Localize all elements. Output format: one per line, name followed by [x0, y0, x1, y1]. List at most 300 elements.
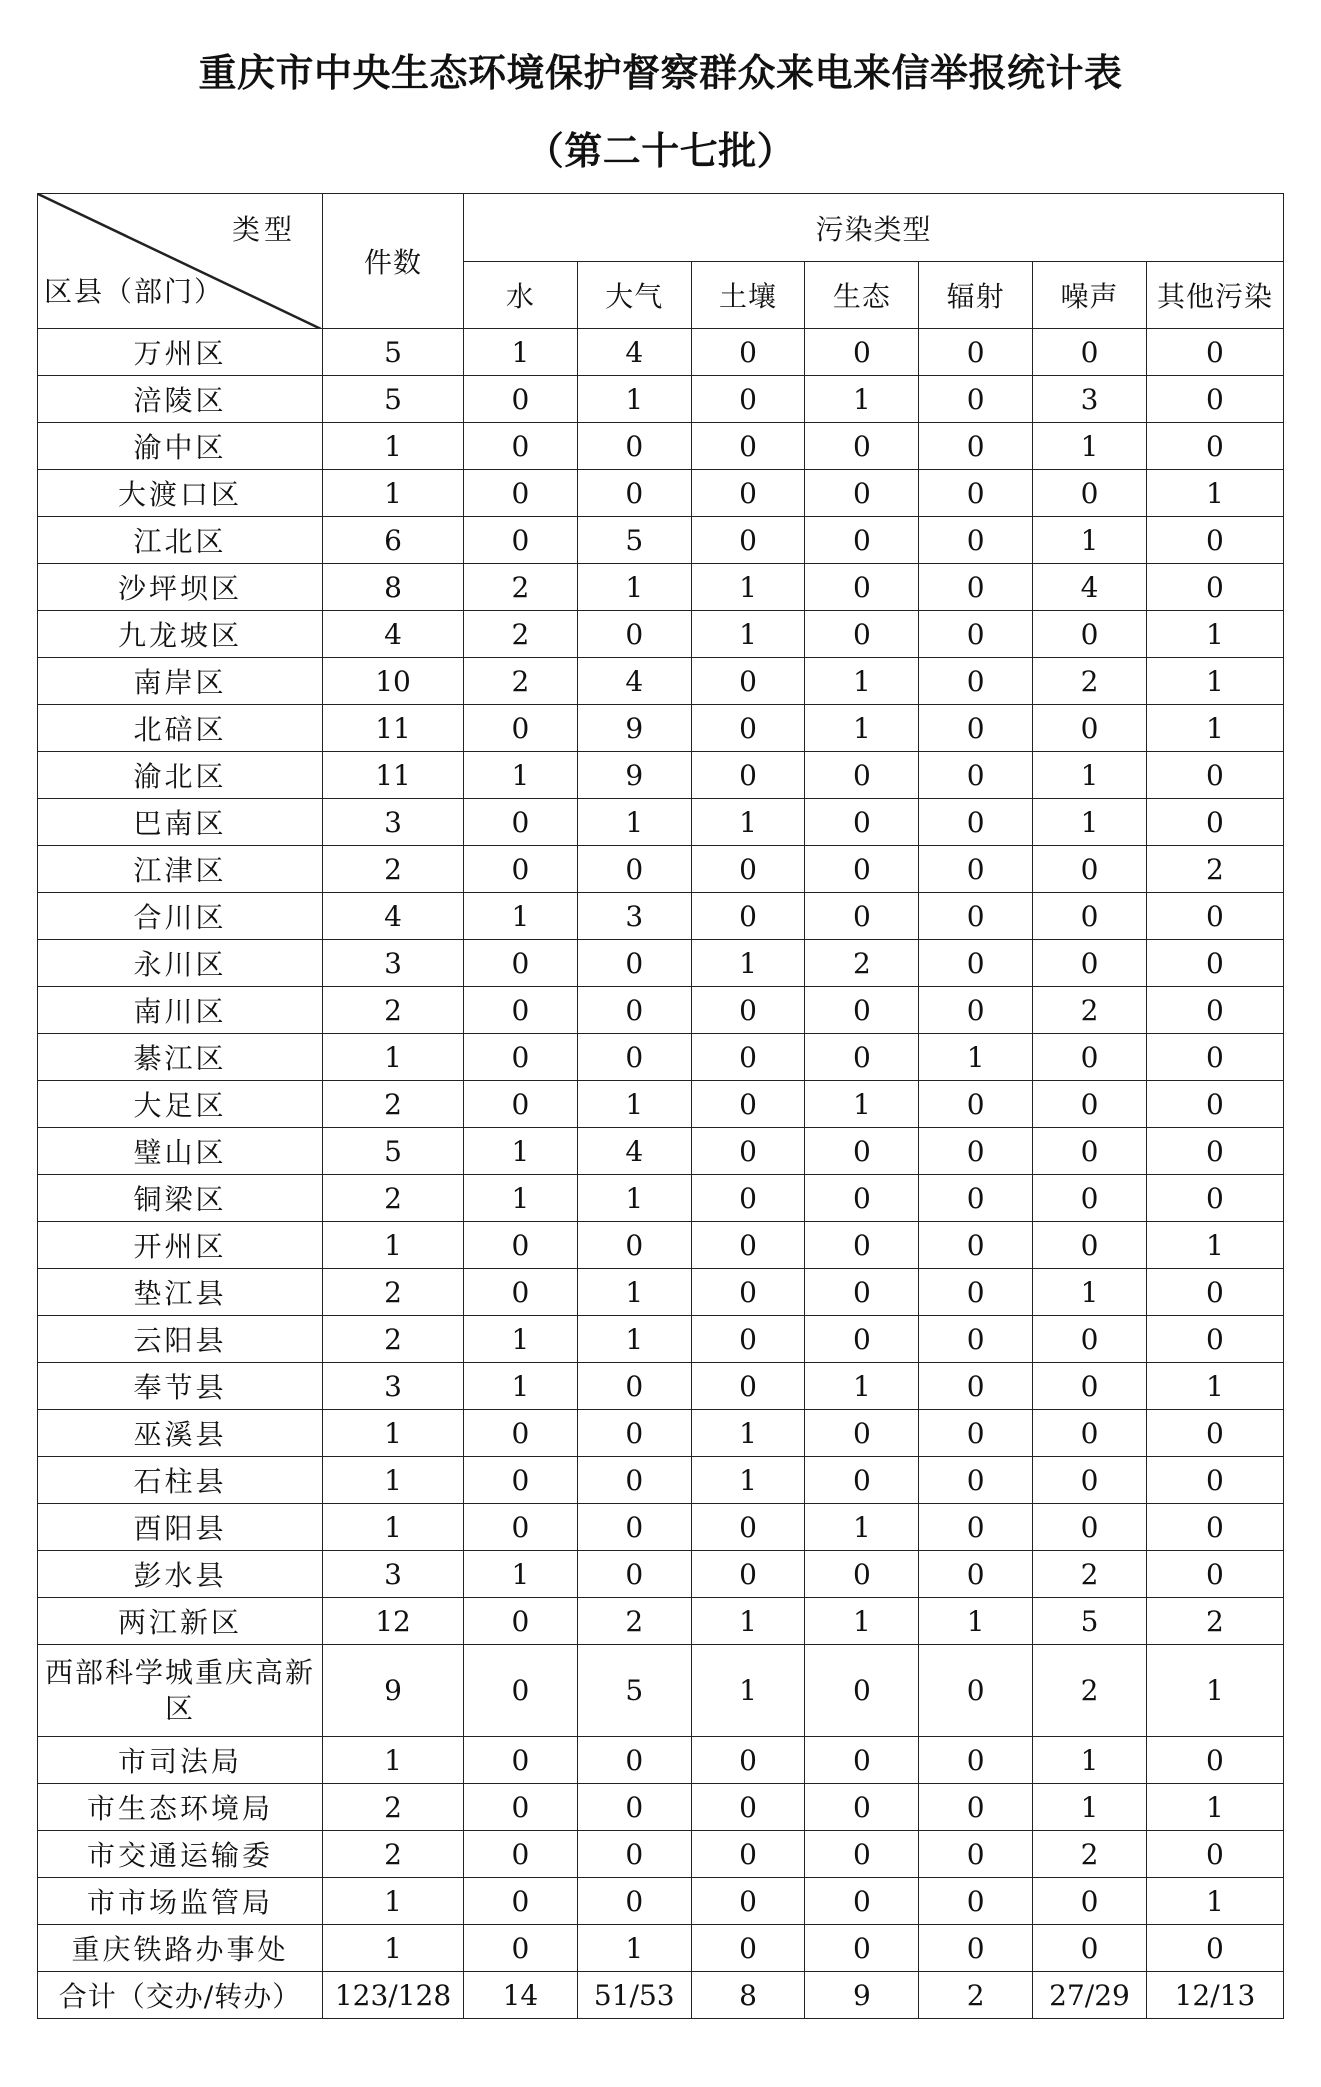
- column-header: 土壤: [691, 262, 805, 329]
- value-cell: 0: [805, 1551, 919, 1598]
- value-cell: 0: [577, 423, 691, 470]
- statistics-table: [37, 193, 1284, 2019]
- value-cell: 0: [691, 1878, 805, 1925]
- count-cell: 1: [323, 1222, 464, 1269]
- value-cell: 0: [1146, 1504, 1283, 1551]
- value-cell: 1: [464, 893, 578, 940]
- district-cell: 大足区: [38, 1081, 323, 1128]
- value-cell: 1: [577, 799, 691, 846]
- value-cell: 0: [805, 1645, 919, 1737]
- value-cell: 0: [919, 752, 1033, 799]
- value-cell: 0: [691, 1737, 805, 1784]
- count-cell: 1: [323, 1034, 464, 1081]
- value-cell: 0: [691, 1784, 805, 1831]
- district-cell: 开州区: [38, 1222, 323, 1269]
- value-cell: 0: [464, 799, 578, 846]
- value-cell: 4: [577, 329, 691, 376]
- value-cell: 0: [1146, 1128, 1283, 1175]
- value-cell: 0: [805, 1128, 919, 1175]
- value-cell: 4: [1033, 564, 1147, 611]
- district-cell: 奉节县: [38, 1363, 323, 1410]
- value-cell: 0: [577, 1457, 691, 1504]
- count-cell: 6: [323, 517, 464, 564]
- value-cell: 0: [1033, 1363, 1147, 1410]
- table-row: [38, 1737, 1284, 1784]
- table-row: [38, 1551, 1284, 1598]
- value-cell: 0: [577, 1737, 691, 1784]
- district-cell: 市交通运输委: [38, 1831, 323, 1878]
- value-cell: 0: [1033, 1504, 1147, 1551]
- table-row: [38, 1410, 1284, 1457]
- value-cell: 5: [1033, 1598, 1147, 1645]
- count-cell: 11: [323, 705, 464, 752]
- value-cell: 1: [1033, 423, 1147, 470]
- value-cell: 1: [691, 611, 805, 658]
- district-cell: 江北区: [38, 517, 323, 564]
- value-cell: 0: [805, 846, 919, 893]
- count-cell: 2: [323, 1081, 464, 1128]
- value-cell: 0: [805, 1925, 919, 1972]
- count-header: 件数: [323, 194, 464, 329]
- count-cell: 4: [323, 893, 464, 940]
- table-row: [38, 1504, 1284, 1551]
- value-cell: 0: [919, 940, 1033, 987]
- count-cell: 3: [323, 940, 464, 987]
- count-cell: 10: [323, 658, 464, 705]
- value-cell: 1: [1033, 752, 1147, 799]
- value-cell: 0: [577, 1504, 691, 1551]
- district-cell: 北碚区: [38, 705, 323, 752]
- table-row: [38, 1457, 1284, 1504]
- value-cell: 0: [1146, 1081, 1283, 1128]
- value-cell: 1: [1146, 1878, 1283, 1925]
- value-cell: 1: [464, 1316, 578, 1363]
- value-cell: 0: [805, 752, 919, 799]
- value-cell: 0: [464, 1269, 578, 1316]
- value-cell: 0: [464, 1784, 578, 1831]
- value-cell: 0: [1033, 1034, 1147, 1081]
- table-row: [38, 611, 1284, 658]
- value-cell: 0: [919, 658, 1033, 705]
- value-cell: 0: [1146, 517, 1283, 564]
- table-row: [38, 517, 1284, 564]
- table-row: [38, 1175, 1284, 1222]
- value-cell: 1: [464, 1128, 578, 1175]
- value-cell: 0: [464, 376, 578, 423]
- table-row: [38, 940, 1284, 987]
- type-header-label: 类型: [232, 213, 297, 246]
- value-cell: 0: [1146, 1410, 1283, 1457]
- value-cell: 1: [1146, 611, 1283, 658]
- value-cell: 0: [1146, 1175, 1283, 1222]
- value-cell: 0: [1033, 611, 1147, 658]
- district-cell: 合川区: [38, 893, 323, 940]
- value-cell: 1: [577, 564, 691, 611]
- value-cell: 0: [577, 846, 691, 893]
- value-cell: 2: [1033, 1551, 1147, 1598]
- value-cell: 0: [691, 376, 805, 423]
- value-cell: 1: [1033, 517, 1147, 564]
- value-cell: 0: [464, 940, 578, 987]
- value-cell: 0: [805, 893, 919, 940]
- value-cell: 0: [1146, 940, 1283, 987]
- district-cell: 涪陵区: [38, 376, 323, 423]
- count-cell: 1: [323, 1457, 464, 1504]
- district-cell: 石柱县: [38, 1457, 323, 1504]
- value-cell: 0: [1146, 893, 1283, 940]
- value-cell: 2: [805, 940, 919, 987]
- value-cell: 0: [919, 1784, 1033, 1831]
- value-cell: 0: [1033, 1925, 1147, 1972]
- value-cell: 0: [919, 846, 1033, 893]
- table-row: [38, 846, 1284, 893]
- value-cell: 0: [919, 611, 1033, 658]
- table-row: [38, 1316, 1284, 1363]
- table-row: [38, 658, 1284, 705]
- column-header: 其他污染: [1146, 262, 1283, 329]
- value-cell: 0: [577, 987, 691, 1034]
- value-cell: 0: [691, 1269, 805, 1316]
- value-cell: 0: [1033, 940, 1147, 987]
- value-cell: 1: [1033, 1269, 1147, 1316]
- value-cell: 0: [1033, 1175, 1147, 1222]
- value-cell: 1: [1146, 658, 1283, 705]
- count-cell: 2: [323, 987, 464, 1034]
- value-cell: 0: [919, 1645, 1033, 1737]
- value-cell: 3: [577, 893, 691, 940]
- value-cell: 8: [691, 1972, 805, 2019]
- district-cell: 重庆铁路办事处: [38, 1925, 323, 1972]
- count-cell: 1: [323, 423, 464, 470]
- value-cell: 0: [805, 1737, 919, 1784]
- count-cell: 2: [323, 1831, 464, 1878]
- value-cell: 0: [919, 1410, 1033, 1457]
- count-cell: 1: [323, 1878, 464, 1925]
- value-cell: 0: [805, 517, 919, 564]
- table-row: [38, 1034, 1284, 1081]
- value-cell: 0: [805, 564, 919, 611]
- value-cell: 0: [691, 1034, 805, 1081]
- value-cell: 0: [691, 329, 805, 376]
- value-cell: 1: [805, 705, 919, 752]
- value-cell: 2: [464, 564, 578, 611]
- value-cell: 9: [577, 752, 691, 799]
- diagonal-header-cell: [38, 194, 323, 329]
- value-cell: 1: [577, 376, 691, 423]
- value-cell: 0: [691, 705, 805, 752]
- value-cell: 0: [919, 987, 1033, 1034]
- value-cell: 1: [691, 564, 805, 611]
- value-cell: 0: [1146, 329, 1283, 376]
- value-cell: 0: [805, 1410, 919, 1457]
- district-cell: 巴南区: [38, 799, 323, 846]
- value-cell: 0: [919, 1504, 1033, 1551]
- table-row: [38, 1081, 1284, 1128]
- value-cell: 0: [464, 1925, 578, 1972]
- value-cell: 0: [464, 846, 578, 893]
- count-cell: 5: [323, 329, 464, 376]
- value-cell: 1: [805, 658, 919, 705]
- value-cell: 0: [1146, 564, 1283, 611]
- value-cell: 0: [1033, 470, 1147, 517]
- value-cell: 1: [691, 799, 805, 846]
- value-cell: 27/29: [1033, 1972, 1147, 2019]
- value-cell: 0: [1146, 799, 1283, 846]
- pollution-type-header: 污染类型: [464, 194, 1284, 262]
- value-cell: 0: [464, 705, 578, 752]
- count-cell: 1: [323, 1925, 464, 1972]
- value-cell: 0: [1146, 987, 1283, 1034]
- count-cell: 11: [323, 752, 464, 799]
- value-cell: 0: [464, 1504, 578, 1551]
- value-cell: 1: [805, 376, 919, 423]
- value-cell: 0: [919, 1737, 1033, 1784]
- value-cell: 0: [919, 1831, 1033, 1878]
- count-cell: 5: [323, 376, 464, 423]
- district-cell: 两江新区: [38, 1598, 323, 1645]
- value-cell: 0: [577, 1034, 691, 1081]
- value-cell: 2: [1033, 1645, 1147, 1737]
- value-cell: 0: [1033, 893, 1147, 940]
- value-cell: 0: [919, 1316, 1033, 1363]
- table-row: [38, 1363, 1284, 1410]
- table-row: [38, 1128, 1284, 1175]
- district-cell: 市市场监管局: [38, 1878, 323, 1925]
- value-cell: 0: [464, 1222, 578, 1269]
- value-cell: 9: [805, 1972, 919, 2019]
- value-cell: 0: [919, 893, 1033, 940]
- count-cell: 2: [323, 846, 464, 893]
- value-cell: 0: [691, 1081, 805, 1128]
- count-cell: 1: [323, 470, 464, 517]
- value-cell: 1: [1146, 1645, 1283, 1737]
- table-row: [38, 1269, 1284, 1316]
- value-cell: 0: [464, 1457, 578, 1504]
- value-cell: 1: [691, 1410, 805, 1457]
- count-cell: 1: [323, 1504, 464, 1551]
- value-cell: 0: [464, 1410, 578, 1457]
- value-cell: 0: [577, 1551, 691, 1598]
- district-cell: 市生态环境局: [38, 1784, 323, 1831]
- value-cell: 0: [691, 1925, 805, 1972]
- count-cell: 2: [323, 1269, 464, 1316]
- district-cell: 巫溪县: [38, 1410, 323, 1457]
- value-cell: 1: [577, 1175, 691, 1222]
- count-cell: 1: [323, 1737, 464, 1784]
- district-cell: 永川区: [38, 940, 323, 987]
- value-cell: 1: [805, 1504, 919, 1551]
- count-cell: 123/128: [323, 1972, 464, 2019]
- value-cell: 0: [691, 752, 805, 799]
- value-cell: 0: [691, 1175, 805, 1222]
- value-cell: 0: [1146, 1316, 1283, 1363]
- value-cell: 0: [577, 940, 691, 987]
- value-cell: 1: [1033, 1784, 1147, 1831]
- value-cell: 1: [805, 1598, 919, 1645]
- table-row: [38, 752, 1284, 799]
- value-cell: 0: [919, 423, 1033, 470]
- count-cell: 4: [323, 611, 464, 658]
- value-cell: 0: [464, 987, 578, 1034]
- value-cell: 1: [805, 1081, 919, 1128]
- count-cell: 3: [323, 799, 464, 846]
- value-cell: 0: [691, 517, 805, 564]
- value-cell: 12/13: [1146, 1972, 1283, 2019]
- value-cell: 0: [691, 423, 805, 470]
- value-cell: 1: [1146, 705, 1283, 752]
- value-cell: 0: [805, 329, 919, 376]
- value-cell: 2: [1033, 1831, 1147, 1878]
- value-cell: 0: [919, 1925, 1033, 1972]
- value-cell: 0: [805, 611, 919, 658]
- value-cell: 14: [464, 1972, 578, 2019]
- value-cell: 0: [691, 1831, 805, 1878]
- district-cell: 万州区: [38, 329, 323, 376]
- value-cell: 1: [1146, 1784, 1283, 1831]
- value-cell: 0: [919, 564, 1033, 611]
- value-cell: 0: [464, 1737, 578, 1784]
- district-cell: 云阳县: [38, 1316, 323, 1363]
- value-cell: 1: [577, 1925, 691, 1972]
- value-cell: 0: [1033, 1457, 1147, 1504]
- value-cell: 0: [464, 517, 578, 564]
- value-cell: 0: [1146, 752, 1283, 799]
- value-cell: 0: [691, 470, 805, 517]
- value-cell: 2: [464, 611, 578, 658]
- value-cell: 0: [1146, 376, 1283, 423]
- value-cell: 1: [1146, 1222, 1283, 1269]
- value-cell: 1: [464, 752, 578, 799]
- value-cell: 0: [691, 1551, 805, 1598]
- value-cell: 2: [1146, 1598, 1283, 1645]
- value-cell: 0: [919, 1128, 1033, 1175]
- value-cell: 0: [805, 1878, 919, 1925]
- district-cell: 江津区: [38, 846, 323, 893]
- value-cell: 0: [805, 1222, 919, 1269]
- value-cell: 1: [1146, 470, 1283, 517]
- value-cell: 1: [691, 940, 805, 987]
- table-row: [38, 893, 1284, 940]
- page-subtitle: （第二十七批）: [525, 128, 796, 173]
- value-cell: 4: [577, 658, 691, 705]
- value-cell: 2: [577, 1598, 691, 1645]
- value-cell: 0: [919, 1457, 1033, 1504]
- district-cell: 铜梁区: [38, 1175, 323, 1222]
- value-cell: 3: [1033, 376, 1147, 423]
- value-cell: 0: [919, 376, 1033, 423]
- value-cell: 0: [919, 1878, 1033, 1925]
- value-cell: 0: [464, 1831, 578, 1878]
- table-row: [38, 1645, 1284, 1737]
- value-cell: 0: [1146, 1925, 1283, 1972]
- table-row: [38, 1598, 1284, 1645]
- value-cell: 0: [577, 1222, 691, 1269]
- district-cell: 大渡口区: [38, 470, 323, 517]
- value-cell: 1: [1033, 799, 1147, 846]
- count-cell: 8: [323, 564, 464, 611]
- value-cell: 51/53: [577, 1972, 691, 2019]
- district-cell: 彭水县: [38, 1551, 323, 1598]
- district-cell: 南岸区: [38, 658, 323, 705]
- value-cell: 1: [691, 1645, 805, 1737]
- table-row: [38, 1972, 1284, 2019]
- table-row: [38, 564, 1284, 611]
- value-cell: 0: [464, 423, 578, 470]
- column-header: 生态: [805, 262, 919, 329]
- value-cell: 0: [805, 987, 919, 1034]
- value-cell: 1: [577, 1081, 691, 1128]
- value-cell: 1: [919, 1034, 1033, 1081]
- value-cell: 0: [919, 1363, 1033, 1410]
- value-cell: 1: [691, 1598, 805, 1645]
- value-cell: 0: [577, 1878, 691, 1925]
- table-row: [38, 1925, 1284, 1972]
- value-cell: 1: [464, 329, 578, 376]
- count-cell: 3: [323, 1551, 464, 1598]
- value-cell: 0: [805, 1175, 919, 1222]
- value-cell: 2: [1033, 658, 1147, 705]
- value-cell: 0: [805, 1831, 919, 1878]
- district-cell: 沙坪坝区: [38, 564, 323, 611]
- district-cell: 南川区: [38, 987, 323, 1034]
- value-cell: 0: [691, 1222, 805, 1269]
- value-cell: 0: [1146, 1034, 1283, 1081]
- value-cell: 0: [1146, 1551, 1283, 1598]
- value-cell: 0: [805, 423, 919, 470]
- value-cell: 0: [577, 611, 691, 658]
- district-cell: 渝北区: [38, 752, 323, 799]
- count-cell: 5: [323, 1128, 464, 1175]
- district-cell: 璧山区: [38, 1128, 323, 1175]
- value-cell: 0: [919, 1551, 1033, 1598]
- value-cell: 0: [577, 470, 691, 517]
- district-cell: 酉阳县: [38, 1504, 323, 1551]
- value-cell: 2: [1146, 846, 1283, 893]
- value-cell: 1: [691, 1457, 805, 1504]
- value-cell: 1: [577, 1269, 691, 1316]
- value-cell: 0: [919, 329, 1033, 376]
- value-cell: 0: [1146, 1269, 1283, 1316]
- column-header: 大气: [577, 262, 691, 329]
- value-cell: 0: [1033, 1878, 1147, 1925]
- district-cell: 西部科学城重庆高新区: [38, 1645, 323, 1737]
- value-cell: 0: [577, 1410, 691, 1457]
- value-cell: 0: [691, 1128, 805, 1175]
- table-row: [38, 470, 1284, 517]
- count-cell: 1: [323, 1410, 464, 1457]
- table-row: [38, 376, 1284, 423]
- value-cell: 1: [464, 1551, 578, 1598]
- value-cell: 0: [1033, 1410, 1147, 1457]
- value-cell: 0: [1033, 1128, 1147, 1175]
- value-cell: 0: [1146, 1737, 1283, 1784]
- value-cell: 0: [1146, 1831, 1283, 1878]
- value-cell: 0: [1033, 705, 1147, 752]
- value-cell: 0: [577, 1784, 691, 1831]
- table-row: [38, 799, 1284, 846]
- value-cell: 0: [464, 1034, 578, 1081]
- value-cell: 0: [919, 1269, 1033, 1316]
- value-cell: 0: [919, 1081, 1033, 1128]
- value-cell: 0: [805, 1034, 919, 1081]
- value-cell: 0: [691, 987, 805, 1034]
- count-cell: 2: [323, 1175, 464, 1222]
- value-cell: 0: [1033, 846, 1147, 893]
- value-cell: 2: [464, 658, 578, 705]
- value-cell: 0: [691, 1316, 805, 1363]
- count-cell: 2: [323, 1316, 464, 1363]
- value-cell: 1: [464, 1175, 578, 1222]
